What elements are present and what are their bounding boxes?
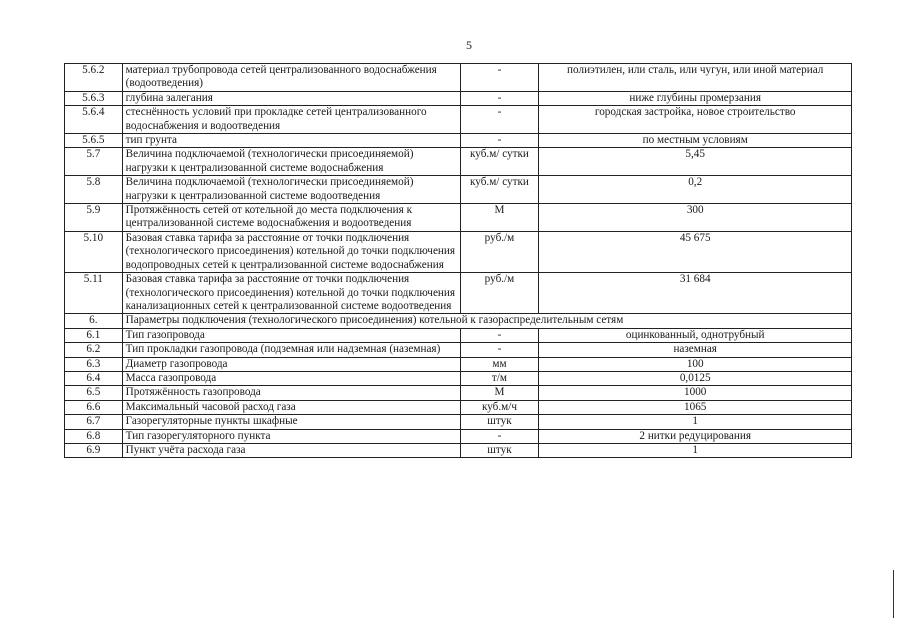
unit-cell: штук <box>460 443 539 457</box>
unit-cell: куб.м/ сутки <box>460 148 539 176</box>
row-number-cell: 6.9 <box>65 443 123 457</box>
table-row <box>65 328 852 342</box>
row-number-cell: 5.11 <box>65 273 123 314</box>
parameter-name-cell: Газорегуляторные пункты шкафные <box>122 415 460 429</box>
row-number-cell: 5.10 <box>65 231 123 272</box>
row-number-cell: 5.7 <box>65 148 123 176</box>
row-number-cell: 5.9 <box>65 204 123 232</box>
table-row <box>65 343 852 357</box>
table-row <box>65 357 852 371</box>
unit-cell: - <box>460 106 539 134</box>
row-number-cell: 6.2 <box>65 343 123 357</box>
value-cell: наземная <box>539 343 852 357</box>
row-number-cell: 6. <box>65 314 123 328</box>
unit-cell: М <box>460 204 539 232</box>
unit-cell: - <box>460 64 539 92</box>
parameter-name-cell: Пункт учёта расхода газа <box>122 443 460 457</box>
margin-mark <box>893 570 894 618</box>
parameter-name-cell: Протяжённость сетей от котельной до места подключения к централизованной системе водоснабжения и водоотведения <box>122 204 460 232</box>
row-number-cell: 6.3 <box>65 357 123 371</box>
row-number-cell: 6.6 <box>65 400 123 414</box>
parameter-name-cell: Величина подключаемой (технологически присоединяемой) нагрузки к централизованной системе водоснабжения <box>122 148 460 176</box>
row-number-cell: 6.7 <box>65 415 123 429</box>
section-header-row <box>65 314 852 328</box>
value-cell: полиэтилен, или сталь, или чугун, или иной материал <box>539 64 852 92</box>
row-number-cell: 5.6.2 <box>65 64 123 92</box>
value-cell: 45 675 <box>539 231 852 272</box>
value-cell: ниже глубины промерзания <box>539 91 852 105</box>
parameter-name-cell: Базовая ставка тарифа за расстояние от точки подключения (технологического присоединения) котельной до точки подключения канализационных сетей к централизованной системе водоотведения <box>122 273 460 314</box>
parameter-name-cell: Базовая ставка тарифа за расстояние от точки подключения (технологического присоединения) котельной до точки подключения водопроводных сетей к централизованной системе водоснабжения <box>122 231 460 272</box>
value-cell: 5,45 <box>539 148 852 176</box>
table-row <box>65 231 852 272</box>
value-cell: 300 <box>539 204 852 232</box>
unit-cell: руб./м <box>460 231 539 272</box>
unit-cell: - <box>460 91 539 105</box>
value-cell: 0,2 <box>539 176 852 204</box>
table-row <box>65 415 852 429</box>
unit-cell: руб./м <box>460 273 539 314</box>
value-cell: оцинкованный, однотрубный <box>539 328 852 342</box>
table-row <box>65 106 852 134</box>
parameter-name-cell: Масса газопровода <box>122 371 460 385</box>
parameter-name-cell: Тип газопровода <box>122 328 460 342</box>
row-number-cell: 6.4 <box>65 371 123 385</box>
unit-cell: куб.м/ч <box>460 400 539 414</box>
parameter-name-cell: Тип газорегуляторного пункта <box>122 429 460 443</box>
page-number: 5 <box>466 38 472 52</box>
unit-cell: штук <box>460 415 539 429</box>
table-row <box>65 64 852 92</box>
row-number-cell: 6.5 <box>65 386 123 400</box>
table-row <box>65 400 852 414</box>
parameter-name-cell: Протяжённость газопровода <box>122 386 460 400</box>
table-row <box>65 429 852 443</box>
value-cell: 1 <box>539 443 852 457</box>
table-row <box>65 204 852 232</box>
row-number-cell: 6.1 <box>65 328 123 342</box>
value-cell: 0,0125 <box>539 371 852 385</box>
unit-cell: М <box>460 386 539 400</box>
table-row <box>65 134 852 148</box>
parameter-name-cell: тип грунта <box>122 134 460 148</box>
unit-cell: - <box>460 429 539 443</box>
value-cell: 100 <box>539 357 852 371</box>
parameter-name-cell: Диаметр газопровода <box>122 357 460 371</box>
row-number-cell: 5.6.4 <box>65 106 123 134</box>
parameter-name-cell: Тип прокладки газопровода (подземная или надземная (наземная) <box>122 343 460 357</box>
row-number-cell: 5.8 <box>65 176 123 204</box>
parameter-name-cell: стеснённость условий при прокладке сетей централизованного водоснабжения и водоотведения <box>122 106 460 134</box>
parameter-name-cell: глубина залегания <box>122 91 460 105</box>
table-body <box>65 64 852 458</box>
value-cell: 1000 <box>539 386 852 400</box>
unit-cell: т/м <box>460 371 539 385</box>
value-cell: 31 684 <box>539 273 852 314</box>
value-cell: 1 <box>539 415 852 429</box>
table-row <box>65 148 852 176</box>
parameter-name-cell: Величина подключаемой (технологически присоединяемой) нагрузки к централизованной системе водоотведения <box>122 176 460 204</box>
table-row <box>65 443 852 457</box>
parameter-name-cell: Максимальный часовой расход газа <box>122 400 460 414</box>
unit-cell: - <box>460 343 539 357</box>
value-cell: 2 нитки редуцирования <box>539 429 852 443</box>
row-number-cell: 5.6.5 <box>65 134 123 148</box>
unit-cell: - <box>460 134 539 148</box>
unit-cell: куб.м/ сутки <box>460 176 539 204</box>
value-cell: 1065 <box>539 400 852 414</box>
unit-cell: мм <box>460 357 539 371</box>
value-cell: городская застройка, новое строительство <box>539 106 852 134</box>
table-row <box>65 386 852 400</box>
parameters-table <box>64 63 852 458</box>
section-title-cell: Параметры подключения (технологического присоединения) котельной к газораспределительным сетям <box>122 314 851 328</box>
table-row <box>65 91 852 105</box>
parameter-name-cell: материал трубопровода сетей централизованного водоснабжения (водоотведения) <box>122 64 460 92</box>
unit-cell: - <box>460 328 539 342</box>
table-row <box>65 176 852 204</box>
row-number-cell: 6.8 <box>65 429 123 443</box>
table-row <box>65 371 852 385</box>
row-number-cell: 5.6.3 <box>65 91 123 105</box>
value-cell: по местным условиям <box>539 134 852 148</box>
table-row <box>65 273 852 314</box>
